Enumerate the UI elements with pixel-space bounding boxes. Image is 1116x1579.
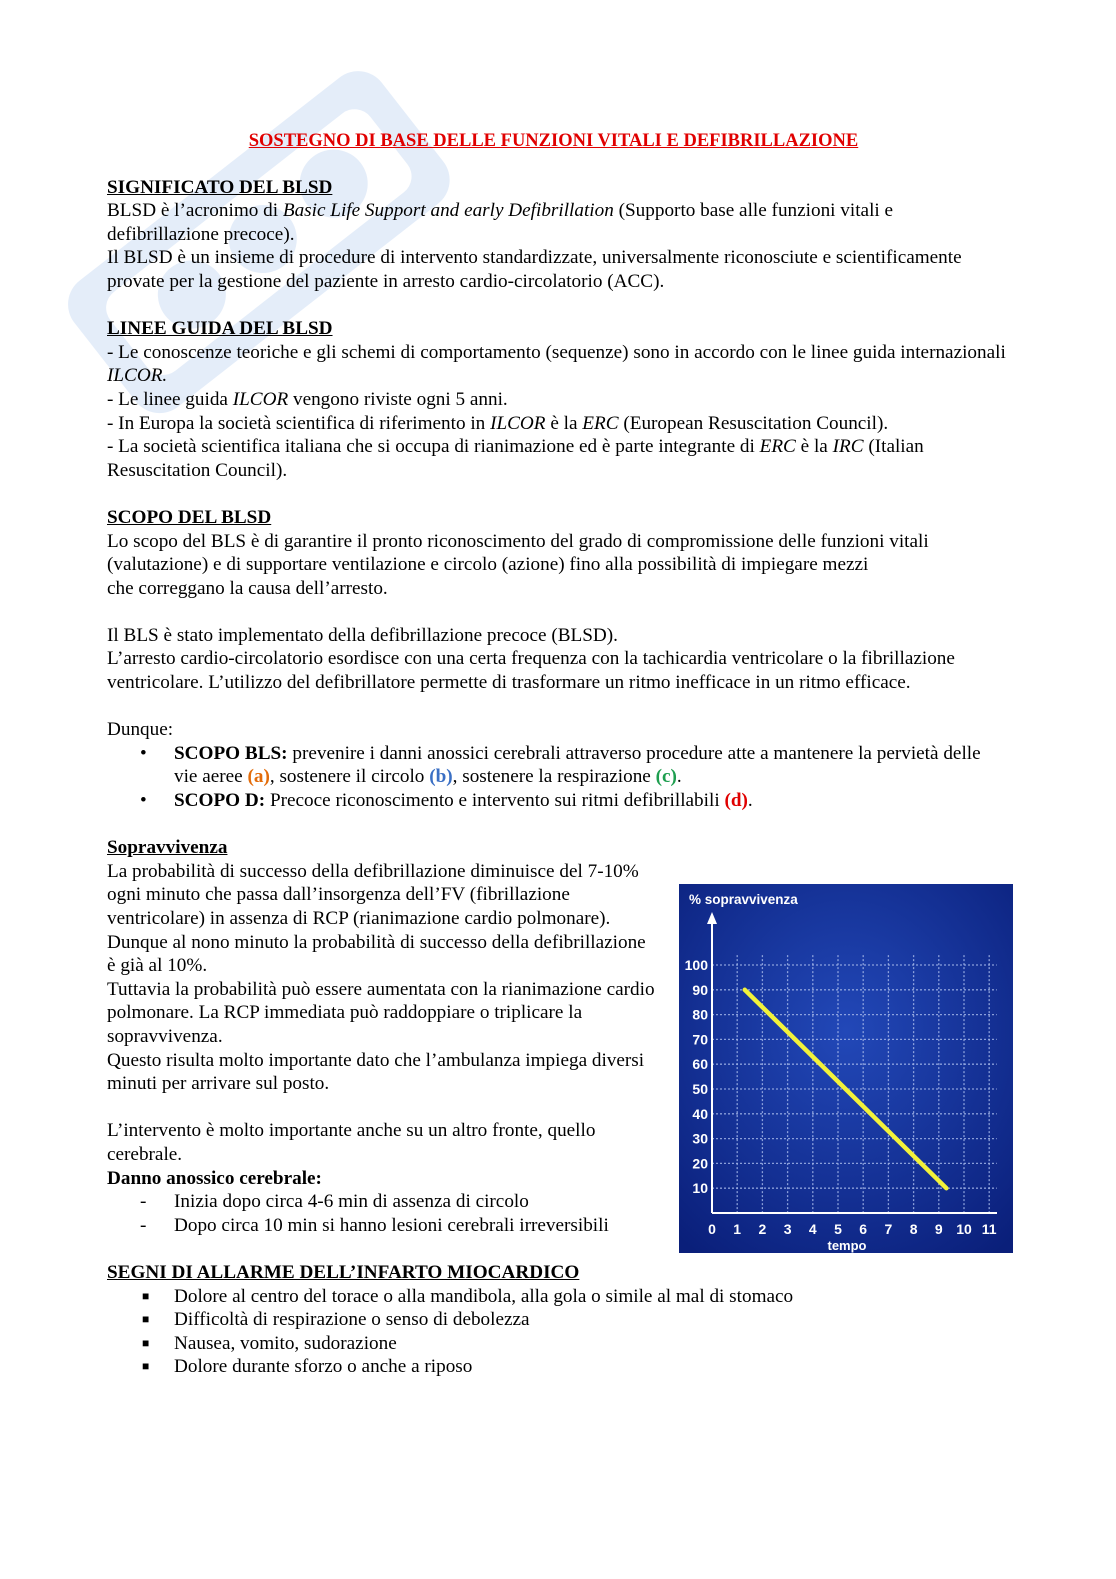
line-ilcor-2: - Le linee guida ILCOR vengono riviste ogni 5 anni. [107,388,508,410]
scopo-list [107,742,1007,813]
list-item: ■ Nausea, vomito, sudorazione [142,1332,397,1354]
x-tick-label: 8 [909,1221,918,1237]
survival-chart [679,884,1013,1253]
y-tick-label: 60 [692,1056,708,1073]
square-bullet-icon: ■ [142,1359,150,1374]
paragraph-blsd-definizione: Il BLSD è un insieme di procedure di intervento standardizzate, universalmente riconosciute e scientificamente provate per la gestione del paziente in arresto cardio-circolatorio (ACC). [107,247,962,292]
heading-scopo: SCOPO DEL BLSD [107,506,272,528]
y-tick-label: 70 [692,1031,708,1048]
list-item: - Inizia dopo circa 4-6 min di assenza di circolo [140,1191,529,1213]
heading-linee-guida: LINEE GUIDA DEL BLSD [107,318,333,340]
sopravvivenza-column [107,836,657,1190]
y-tick-label: 10 [692,1180,708,1197]
x-tick-label: 9 [934,1221,943,1237]
heading-segni-allarme: SEGNI DI ALLARME DELL’INFARTO MIOCARDICO [107,1261,580,1283]
page-title: SOSTEGNO DI BASE DELLE FUNZIONI VITALI E DEFIBRILLAZIONE [248,131,859,151]
paragraph-acronimo: BLSD è l’acronimo di Basic Life Support and early Defibrillation (Supporto base alle funzioni vitali e defibrillazione precoce). [107,200,894,245]
chart-background [679,884,1013,1253]
list-item: • SCOPO D: Precoce riconoscimento e intervento sui ritmi defibrillabili (d). [140,790,753,812]
list-item: ■ Dolore durante sforzo o anche a riposo [142,1356,473,1378]
x-tick-label: 11 [981,1221,997,1237]
y-tick-label: 80 [692,1006,708,1023]
line-ilcor-1: - Le conoscenze teoriche e gli schemi di comportamento (sequenze) sono in accordo con le linee guida internazionali ILCOR. [107,341,1006,387]
x-tick-label: 10 [956,1221,972,1237]
x-tick-label: 0 [708,1221,716,1237]
heading-significato: SIGNIFICATO DEL BLSD [107,176,333,198]
list-item: • SCOPO BLS: prevenire i danni anossici cerebrali attraverso procedure atte a mantenere la pervietà delle vie aeree (a), sostenere il circolo (b), sostenere la respirazione (c). [140,742,981,788]
dash-icon: - [140,1214,147,1236]
square-bullet-icon: ■ [142,1288,150,1303]
chart-ylabel: % sopravvivenza [689,892,798,907]
x-tick-label: 6 [859,1221,868,1237]
y-tick-label: 100 [684,957,708,973]
y-tick-label: 30 [692,1130,708,1147]
heading-sopravvivenza: Sopravvivenza [107,837,228,859]
survival-chart-svg [679,884,1013,1253]
x-tick-label: 5 [834,1221,842,1237]
line-irc: - La società scientifica italiana che si occupa di rianimazione ed è parte integrante di ERC è la IRC (Italian Resuscitation Council). [107,436,924,481]
y-tick-label: 90 [692,981,708,998]
x-tick-label: 3 [783,1221,792,1237]
x-tick-label: 2 [758,1221,767,1237]
dash-icon: - [140,1191,147,1213]
segni-list [107,1285,1007,1379]
list-item: ■ Dolore al centro del torace o alla mandibola, alla gola o simile al mal di stomaco [142,1285,794,1307]
x-tick-label: 7 [884,1221,893,1237]
paragraph-sopravvivenza-5: L’intervento è molto importante anche su un altro fronte, quello cerebrale. [107,1120,596,1165]
chart-xlabel: tempo [827,1238,867,1253]
x-tick-label: 1 [733,1221,742,1237]
y-tick-label: 50 [692,1081,708,1097]
paragraph-sopravvivenza-2: Dunque al nono minuto la probabilità di successo della defibrillazione è già al 10%. [107,931,646,977]
x-tick-label: 4 [808,1221,817,1237]
paragraph-scopo-2: Il BLS è stato implementato della defibrillazione precoce (BLSD). [107,624,618,646]
paragraph-sopravvivenza-1: La probabilità di successo della defibrillazione diminuisce del 7-10% ogni minuto che passa dall’insorgenza dell’FV (fibrillazione ventricolare) in assenza di RCP (rianimazione cardio polmonare). [107,860,639,929]
bullet-icon: • [140,790,147,812]
square-bullet-icon: ■ [142,1335,150,1350]
paragraph-scopo-1: Lo scopo del BLS è di garantire il pronto riconoscimento del grado di compromissione delle funzioni vitali (valutazione) e di supportare ventilazione e circolo (azione) fino alla possibilità di impiegare mezzi che correggano la causa dell’arresto. [107,530,929,599]
line-erc: - In Europa la società scientifica di riferimento in ILCOR è la ERC (European Resuscitation Council). [107,412,889,434]
paragraph-scopo-3: L’arresto cardio-circolatorio esordisce con una certa frequenza con la tachicardia ventricolare o la fibrillazione ventricolare. L’utilizzo del defibrillatore permette di trasformare un ritmo inefficace in un ritmo efficace. [107,648,955,694]
y-tick-label: 40 [692,1105,708,1122]
list-item: ■ Difficoltà di respirazione o senso di debolezza [142,1309,530,1331]
paragraph-dunque: Dunque: [107,719,174,741]
subheading-danno-anossico: Danno anossico cerebrale: [107,1167,322,1189]
paragraph-sopravvivenza-3: Tuttavia la probabilità può essere aumentata con la rianimazione cardio polmonare. La RCP immediata può raddoppiare o triplicare la sopravvivenza. [107,978,655,1047]
square-bullet-icon: ■ [142,1312,150,1327]
bullet-icon: • [140,742,147,764]
y-tick-label: 20 [692,1155,708,1172]
paragraph-sopravvivenza-4: Questo risulta molto importante dato che l’ambulanza impiega diversi minuti per arrivare sul posto. [107,1049,645,1095]
list-item: - Dopo circa 10 min si hanno lesioni cerebrali irreversibili [140,1214,609,1236]
